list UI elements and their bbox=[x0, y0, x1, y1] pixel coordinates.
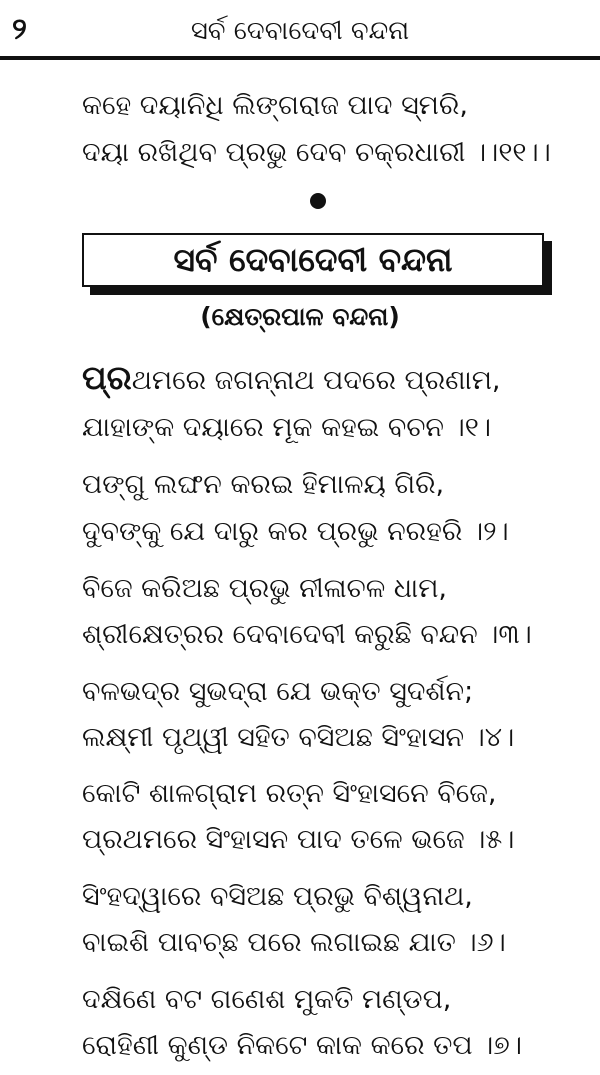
intro-verse-line: କହେ ଦୟାନିଧି ଲିଙ୍ଗରାଜ ପାଦ ସ୍ମରି, bbox=[82, 90, 468, 121]
intro-verse-line: ଦୟା ରଖିଥିବ ପ୍ରଭୁ ଦେବ ଚକ୍ରଧାରୀ ।।୧୧।। bbox=[82, 137, 551, 168]
verse-line: ବଳଭଦ୍ର ସୁଭଦ୍ରା ଯେ ଭକ୍ତ ସୁଦର୍ଶନ; bbox=[82, 676, 474, 707]
header-rule bbox=[0, 56, 600, 60]
verse-line: ରୋହିଣୀ କୁଣ୍ଡ ନିକଟେ କାକ କରେ ତପ ।୭। bbox=[82, 1030, 522, 1061]
verse-line-first bbox=[82, 358, 501, 398]
verse-line: ଲକ୍ଷ୍ମୀ ପୃଥ୍ୱୀ ସହିତ ବସିଅଛ ସିଂହାସନ ।୪। bbox=[82, 722, 515, 753]
section-title: ସର୍ବ ଦେବାଦେବୀ ବନ୍ଦନା bbox=[173, 240, 453, 279]
verse-line: ବିଜେ କରିଅଛ ପ୍ରଭୁ ନୀଳାଚଳ ଧାମ, bbox=[82, 573, 447, 604]
verse-line: ଦକ୍ଷିଣେ ବଟ ଗଣେଶ ମୁକତି ମଣ୍ଡପ, bbox=[82, 984, 452, 1015]
verse-line: ପ୍ରଥମରେ ସିଂହାସନ ପାଦ ତଳେ ଭଜେ ।୫। bbox=[82, 824, 515, 855]
verse-line: କୋଟି ଶାଳଗ୍ରାମ ରତ୍ନ ସିଂହାସନେ ବିଜେ, bbox=[82, 778, 497, 809]
page-header bbox=[0, 0, 600, 62]
section-title-box bbox=[82, 233, 544, 287]
drop-cap: ପ୍ର bbox=[82, 358, 132, 397]
verse-line: ଶ୍ରୀକ୍ଷେତ୍ରର ଦେବାଦେବୀ କରୁଛି ବନ୍ଦନ ।୩। bbox=[82, 619, 532, 650]
verse-line: ସିଂହଦ୍ୱାରେ ବସିଅଛ ପ୍ରଭୁ ବିଶ୍ୱନାଥ, bbox=[82, 881, 473, 912]
running-title: ସର୍ବ ଦେବାଦେବୀ ବନ୍ଦନା bbox=[190, 16, 410, 46]
verse-line: ପଙ୍ଗୁ ଲଙ୍ଘନ କରଇ ହିମାଳୟ ଗିରି, bbox=[82, 469, 445, 500]
verse-line: ଦୁବଙ୍କୁ ଯେ ଦାରୁ କର ପ୍ରଭୁ ନରହରି ।୨। bbox=[82, 516, 509, 547]
verse-text: ଥମରେ ଜଗନ୍ନାଥ ପଦରେ ପ୍ରଣାମ, bbox=[131, 365, 501, 396]
verse-line: ବାଇଶି ପାବଚ୍ଛ ପରେ ଲଗାଇଛ ଯାତ ।୬। bbox=[82, 927, 506, 958]
section-subtitle: (କ୍ଷେତ୍ରପାଳ ବନ୍ଦନା) bbox=[200, 302, 400, 331]
page-number: ୨ bbox=[12, 12, 27, 47]
verse-line: ଯାହାଙ୍କ ଦୟାରେ ମୂକ କହଇ ବଚନ ।୧। bbox=[82, 412, 491, 443]
section-bullet bbox=[310, 193, 326, 209]
